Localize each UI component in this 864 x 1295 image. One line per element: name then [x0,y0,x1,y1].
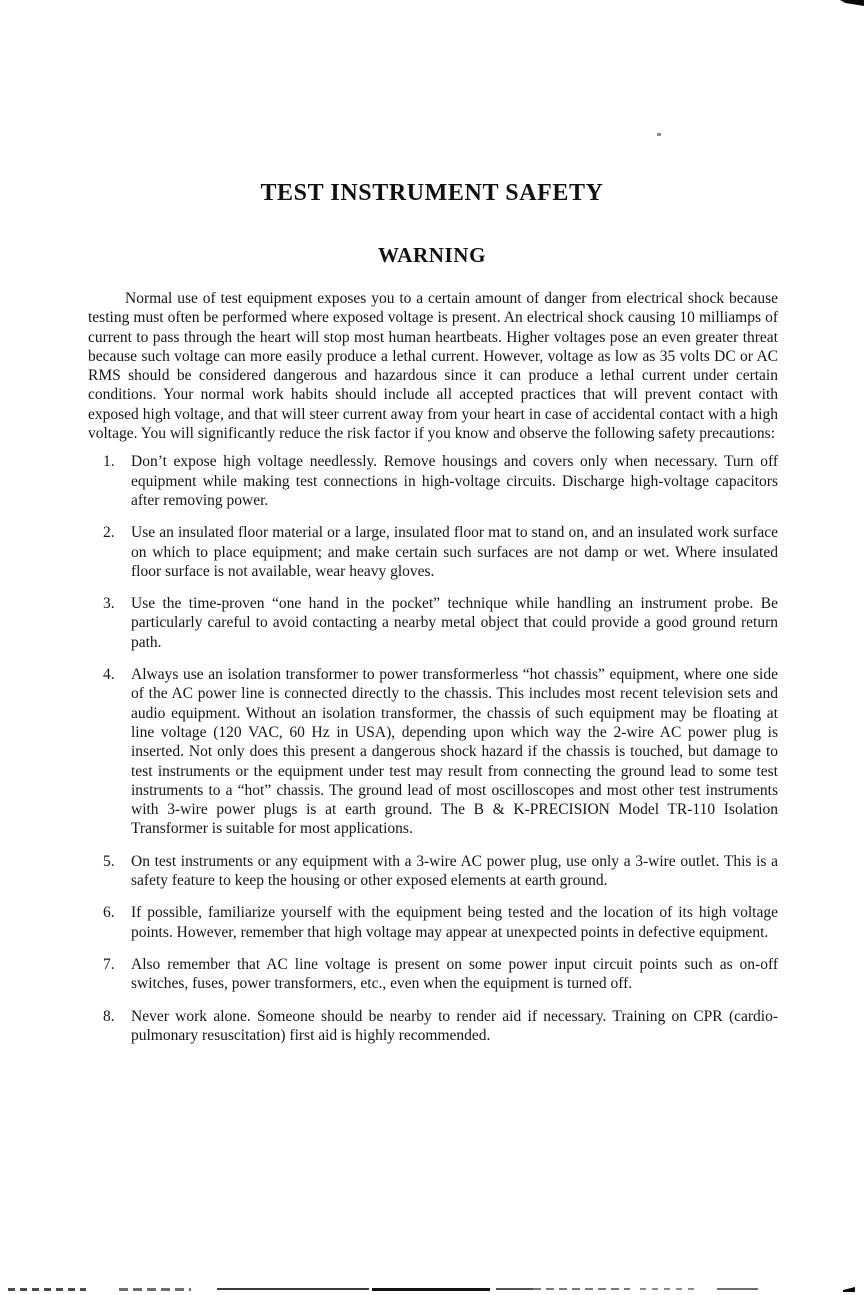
list-item-number: 3. [103,595,115,613]
list-item-number: 6. [103,904,115,922]
list-item [88,452,778,510]
warning-heading: WARNING [377,243,487,267]
list-item-number: 5. [103,852,115,870]
list-item-text: Never work alone. Someone should be nearby to render aid if necessary. Training on CPR (cardio-pulmonary resuscitation) first aid is highly recommended. [131,1007,778,1044]
scan-dash-segment [8,1288,86,1291]
list-item [88,665,778,839]
scan-dash-segment [217,1288,369,1290]
list-item-text: Don’t expose high voltage needlessly. Remove housings and covers only when necessary. Turn off equipment while making test connections in high-voltage circuits. Discharge high-voltage capacitors after removing power. [131,453,778,509]
list-item-text: Also remember that AC line voltage is present on some power input circuit points such as on-off switches, fuses, power transformers, etc., even when the equipment is turned off. [131,955,778,993]
list-item-number: 1. [103,453,115,471]
list-item-text: Always use an isolation transformer to power transformerless “hot chassis” equipment, where one side of the AC power line is connected directly to the chassis. This includes most recent television sets and audio equipment. Without an isolation transformer, the chassis of such equipment may be floating at line voltage (120 VAC, 60 Hz in USA), depending upon which way the 2-wire AC power plug is inserted. Not only does this present a dangerous shock hazard if the chassis is touched, but damage to test instruments or the equipment under test may result from connecting the ground lead to some test instruments to a “hot” chassis. The ground lead of most oscilloscopes and most other test instruments with 3-wire power plugs is at earth ground. The B & K-PRECISION Model TR-110 Isolation Transformer is suitable for most applications. [131,666,778,838]
document-body [88,289,778,1058]
list-item [88,852,778,891]
list-item [88,1007,778,1046]
scan-dash-segment [372,1288,490,1291]
scan-dash-segment [119,1288,191,1291]
list-item-text: On test instruments or any equipment with a 3-wire AC power plug, use only a 3-wire outlet. This is a safety feature to keep the housing or other exposed elements at earth ground. [131,852,778,890]
safety-precautions-list [88,452,778,1045]
scan-dash-segment [496,1288,538,1290]
list-item-number: 4. [103,666,115,684]
list-item [88,955,778,994]
list-item [88,594,778,652]
list-item-text: Use the time-proven “one hand in the pocket” technique while handling an instrument probe. Be particularly careful to avoid contacting a nearby metal object that could provide a good ground return path. [131,595,778,651]
intro-paragraph: Normal use of test equipment exposes you to a certain amount of danger from electrical shock because testing must often be performed where exposed voltage is present. An electrical shock causing 10 milliamps of current to pass through the heart will stop most human heartbeats. Higher voltages pose an even greater threat because such voltage can more easily produce a lethal current. However, voltage as low as 35 volts DC or AC RMS should be considered dangerous and hazardous since it can produce a lethal current under certain conditions. Your normal work habits should include all accepted practices that will prevent contact with exposed high voltage, and that will steer current away from your heart in case of accidental contact with a high voltage. You will significantly reduce the risk factor if you know and observe the following safety precautions: [88,290,778,443]
scan-speck [657,133,661,136]
list-item [88,523,778,581]
list-item-number: 8. [103,1007,115,1025]
scan-dash-segment [717,1288,758,1290]
page-title: TEST INSTRUMENT SAFETY [260,180,604,206]
scan-artifact-top-right [840,0,864,6]
list-item-number: 7. [103,955,115,973]
list-item-number: 2. [103,524,115,542]
scan-dash-segment [533,1288,630,1290]
list-item-text: If possible, familiarize yourself with the equipment being tested and the location of its high voltage points. However, remember that high voltage may appear at unexpected points in defective equipment. [131,904,778,941]
scan-dash-segment [640,1288,697,1290]
list-item-text: Use an insulated floor material or a large, insulated floor mat to stand on, and an insulated work surface on which to place equipment; and make certain such surfaces are not damp or wet. Where insulated floor surface is not available, wear heavy gloves. [131,524,778,580]
list-item [88,903,778,942]
scan-artifact-bottom-edge [0,1287,864,1295]
scan-mark-bottom-right [843,1287,855,1292]
